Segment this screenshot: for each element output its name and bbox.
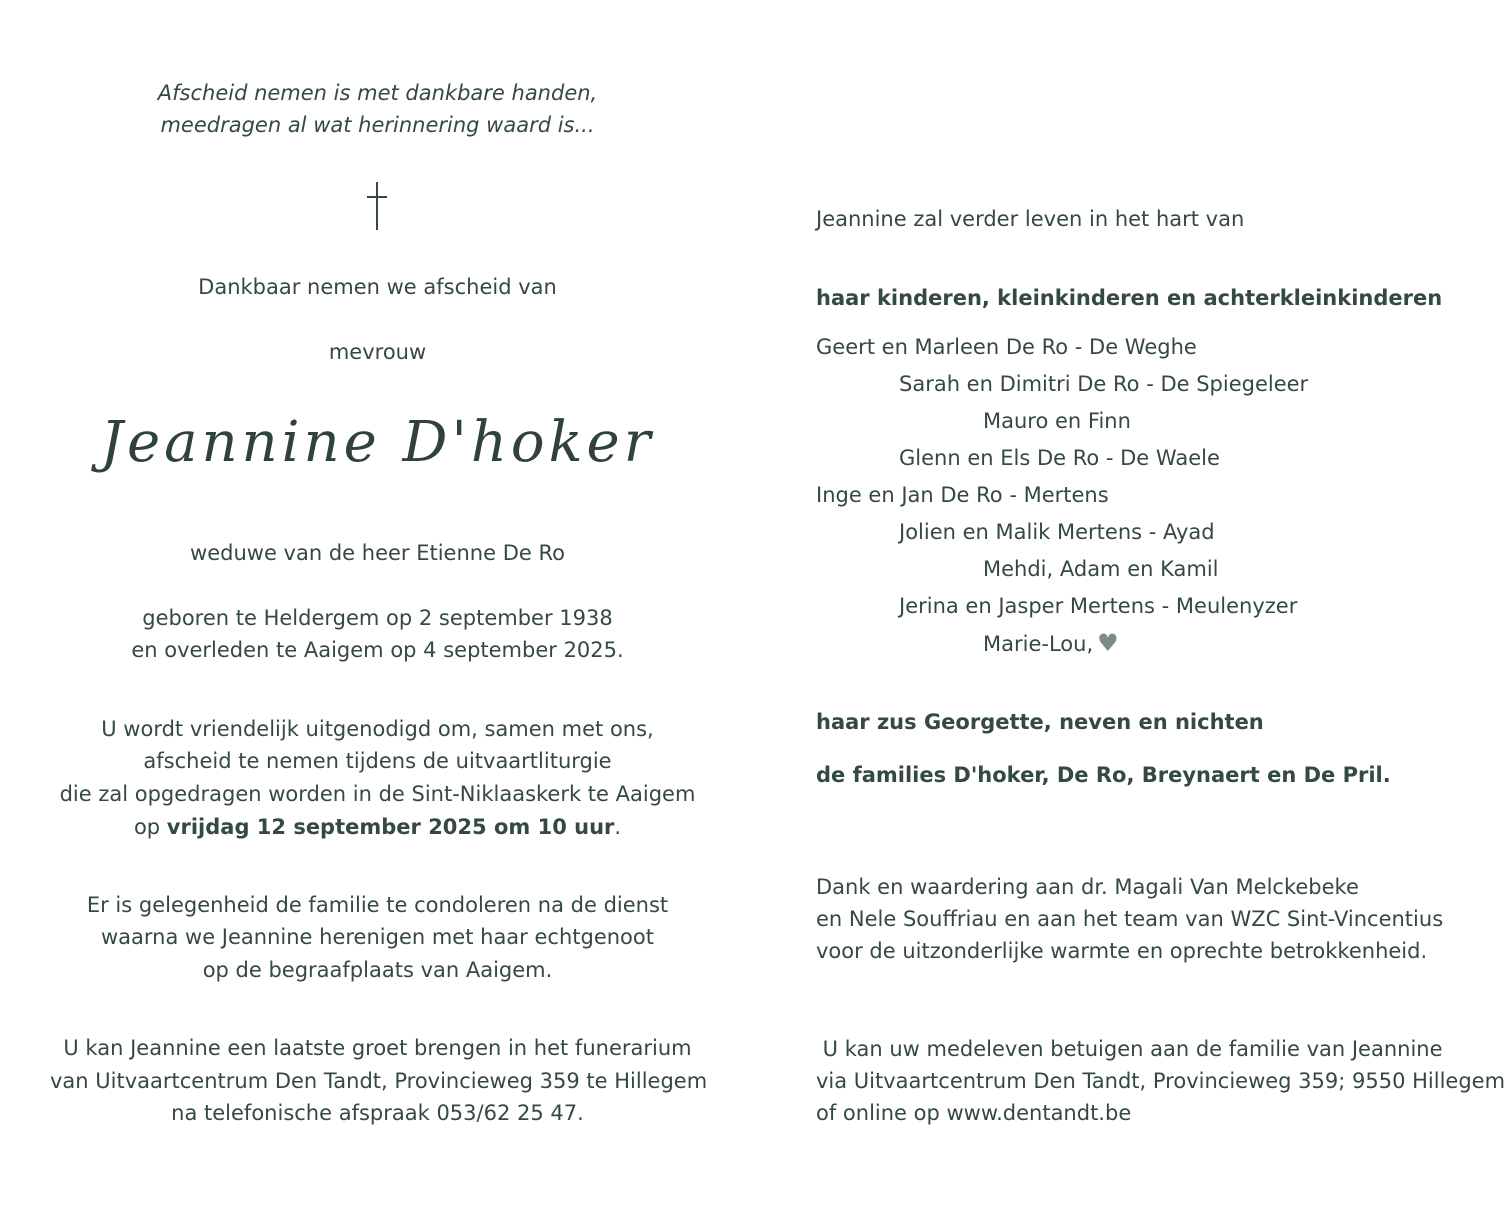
family-line: Jerina en Jasper Mertens - Meulenyzer (899, 594, 1298, 618)
cross-icon (366, 182, 388, 230)
intro-text: Dankbaar nemen we afscheid van (198, 275, 557, 299)
birth-text: geboren te Heldergem op 2 september 1938 (142, 606, 613, 630)
invite-line-3: die zal opgedragen worden in de Sint-Niklaaskerk te Aaigem (59, 782, 696, 806)
thanks-line-2: en Nele Souffriau en aan het team van WZC Sint-Vincentius (816, 907, 1444, 931)
family-line-last (983, 627, 1119, 660)
invite-line-1: U wordt vriendelijk uitgenodigd om, samen met ons, (101, 717, 654, 741)
condolence-line-3: op de begraafplaats van Aaigem. (202, 958, 553, 982)
thanks-line-3: voor de uitzonderlijke warmte en oprechte betrokkenheid. (816, 939, 1428, 963)
family-line: Inge en Jan De Ro - Mertens (816, 483, 1109, 507)
salutation: mevrouw (328, 340, 427, 364)
visit-line-2: van Uitvaartcentrum Den Tandt, Provincieweg 359 te Hillegem (50, 1069, 708, 1093)
family-line: Mehdi, Adam en Kamil (983, 557, 1219, 581)
remembrance-intro: Jeannine zal verder leven in het hart van (816, 207, 1245, 231)
family-line: Sarah en Dimitri De Ro - De Spiegeleer (899, 372, 1309, 396)
visit-line-3: na telefonische afspraak 053/62 25 47. (171, 1101, 584, 1125)
family-line: Jolien en Malik Mertens - Ayad (899, 520, 1215, 544)
family-line: Mauro en Finn (983, 409, 1131, 433)
family-line-text: Marie-Lou, (983, 632, 1094, 656)
invite-line-2: afscheid te nemen tijdens de uitvaartliturgie (143, 749, 612, 773)
condolence-line-1: Er is gelegenheid de familie te condoleren na de dienst (86, 893, 669, 917)
family-line: Geert en Marleen De Ro - De Weghe (816, 335, 1197, 359)
thanks-line-1: Dank en waardering aan dr. Magali Van Melckebeke (816, 875, 1359, 899)
service-date-bold: vrijdag 12 september 2025 om 10 uur (166, 815, 615, 839)
sympathy-line-3: of online op www.dentandt.be (816, 1101, 1132, 1125)
condolence-line-2: waarna we Jeannine herenigen met haar echtgenoot (101, 925, 654, 949)
widow-text: weduwe van de heer Etienne De Ro (190, 541, 565, 565)
sympathy-line-1: U kan uw medeleven betuigen aan de familie van Jeannine (816, 1037, 1443, 1061)
sympathy-line-2: via Uitvaartcentrum Den Tandt, Provincieweg 359; 9550 Hillegem (816, 1069, 1506, 1093)
service-date (50, 811, 705, 843)
death-text: en overleden te Aaigem op 4 september 2025. (131, 638, 624, 662)
service-date-suffix: . (614, 815, 622, 839)
family-line: Glenn en Els De Ro - De Waele (899, 446, 1220, 470)
visit-line-1: U kan Jeannine een laatste groet brengen in het funerarium (63, 1036, 692, 1060)
service-date-prefix: op (133, 815, 167, 839)
deceased-name-signature: Jeannine D'hoker (100, 410, 655, 475)
quote-line-2: meedragen al wat herinnering waard is... (160, 113, 595, 137)
quote-line-1: Afscheid nemen is met dankbare handen, (157, 81, 598, 105)
heart-icon: ♥ (1097, 629, 1119, 657)
heading-families: de families D'hoker, De Ro, Breynaert en De Pril. (816, 763, 1391, 787)
heading-sister: haar zus Georgette, neven en nichten (816, 710, 1264, 734)
heading-children: haar kinderen, kleinkinderen en achterkleinkinderen (816, 286, 1443, 310)
